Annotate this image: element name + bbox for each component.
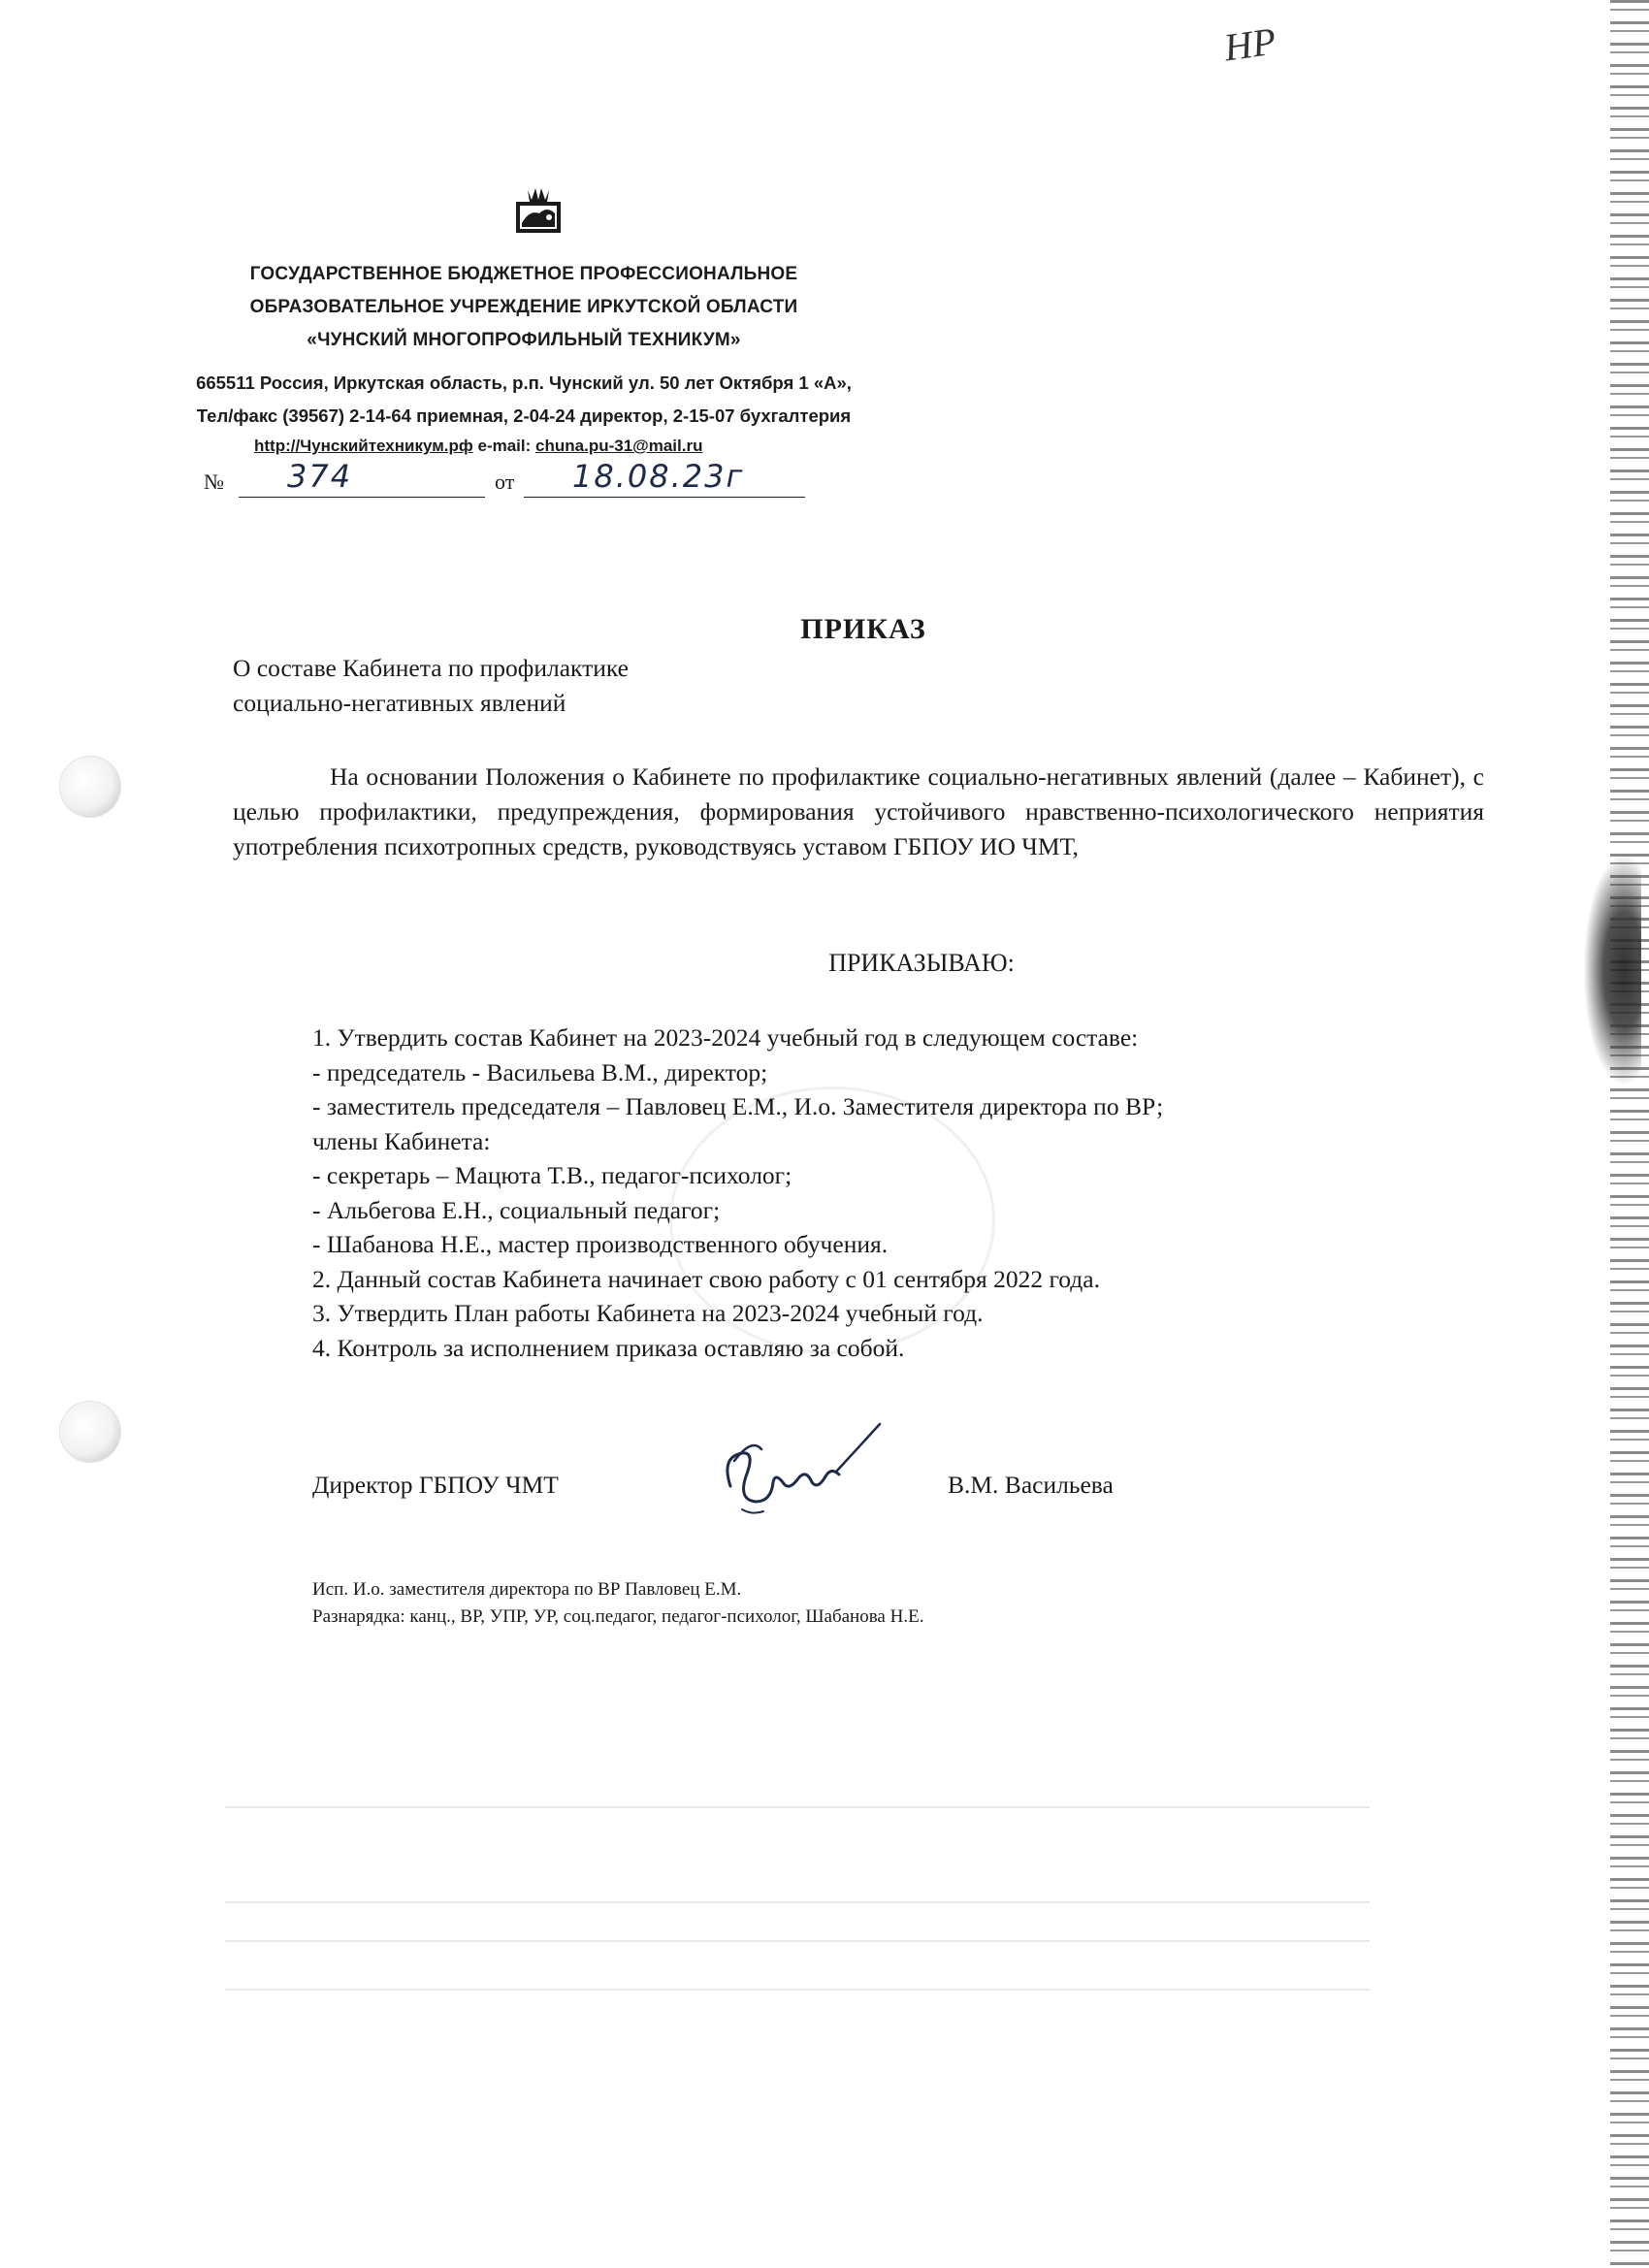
- address-line: 665511 Россия, Иркутская область, р.п. Чунский ул. 50 лет Октября 1 «А»,: [196, 373, 852, 393]
- contact-line: [254, 437, 702, 456]
- number-label: №: [204, 470, 224, 494]
- list-item: члены Кабинета:: [312, 1126, 491, 1155]
- bleed-through-line: [225, 1806, 1370, 1808]
- website-link[interactable]: http://Чунскийтехникум.рф: [254, 437, 473, 455]
- punch-hole-top: [60, 757, 120, 817]
- list-item: 3. Утвердить План работы Кабинета на 2023-2024 учебный год.: [312, 1299, 984, 1327]
- bleed-through-line: [225, 1901, 1370, 1903]
- phone-line: Тел/факс (39567) 2-14-64 приемная, 2-04-24 директор, 2-15-07 бухгалтерия: [196, 405, 852, 426]
- date-label: от: [495, 470, 515, 494]
- email-label: e-mail:: [477, 437, 536, 455]
- list-item: - Шабанова Н.Е., мастер производственного обучения.: [312, 1230, 889, 1258]
- email-link[interactable]: chuna.pu-31@mail.ru: [535, 437, 703, 455]
- list-item: 1. Утвердить состав Кабинет на 2023-2024 учебный год в следующем составе:: [312, 1023, 1139, 1052]
- list-item: - Альбегова Е.Н., социальный педагог;: [312, 1195, 721, 1224]
- irkutsk-coat-of-arms-icon: [512, 184, 565, 237]
- order-word: ПРИКАЗЫВАЮ:: [828, 949, 1015, 977]
- org-name-line: ОБРАЗОВАТЕЛЬНОЕ УЧРЕЖДЕНИЕ ИРКУТСКОЙ ОБЛАСТИ: [249, 297, 798, 317]
- punch-hole-bottom: [60, 1402, 120, 1462]
- number-underline: [239, 497, 485, 498]
- signatory-name: В.М. Васильева: [948, 1471, 1114, 1499]
- list-item: - председатель - Васильева В.М., директор;: [312, 1057, 768, 1086]
- order-items-list: [312, 1021, 1163, 1365]
- handwritten-number: 374: [287, 458, 353, 495]
- date-underline: [524, 497, 805, 498]
- handwritten-date: 18.08.23г: [572, 458, 745, 495]
- executor-line: Исп. И.о. заместителя директора по ВР Павловец Е.М.: [312, 1579, 742, 1600]
- subject-line: социально-негативных явлений: [233, 689, 566, 717]
- bleed-through-line: [225, 1940, 1370, 1942]
- bleed-through-line: [225, 1989, 1370, 1991]
- list-item: 2. Данный состав Кабинета начинает свою работу с 01 сентября 2022 года.: [312, 1264, 1100, 1293]
- corner-handwritten-mark: НР: [1221, 18, 1279, 70]
- list-item: 4. Контроль за исполнением приказа оставляю за собой.: [312, 1333, 905, 1362]
- page-title: ПРИКАЗ: [800, 613, 926, 645]
- list-item: - заместитель председателя – Павловец Е.М., И.о. Заместителя директора по ВР;: [312, 1092, 1164, 1120]
- scan-edge-noise: [1610, 0, 1649, 2268]
- org-name-line: «ЧУНСКИЙ МНОГОПРОФИЛЬНЫЙ ТЕХНИКУМ»: [307, 330, 741, 350]
- distribution-line: Разнарядка: канц., ВР, УПР, УР, соц.педагог, педагог-психолог, Шабанова Н.Е.: [312, 1606, 924, 1627]
- handwritten-signature: [713, 1418, 888, 1525]
- signatory-post: Директор ГБПОУ ЧМТ: [312, 1471, 559, 1499]
- org-name-line: ГОСУДАРСТВЕННОЕ БЮДЖЕТНОЕ ПРОФЕССИОНАЛЬНОЕ: [249, 264, 798, 284]
- list-item: - секретарь – Мацюта Т.В., педагог-психолог;: [312, 1161, 792, 1189]
- preamble-paragraph: На основании Положения о Кабинете по профилактике социально-негативных явлений (далее – Кабинет), с целью профилактики, предупреждения, формирования устойчивого нравственно-психологического неприятия употребления психотропных средств, руководствуясь уставом ГБПОУ ИО ЧМТ,: [233, 762, 1484, 860]
- subject-line: О составе Кабинета по профилактике: [233, 654, 629, 682]
